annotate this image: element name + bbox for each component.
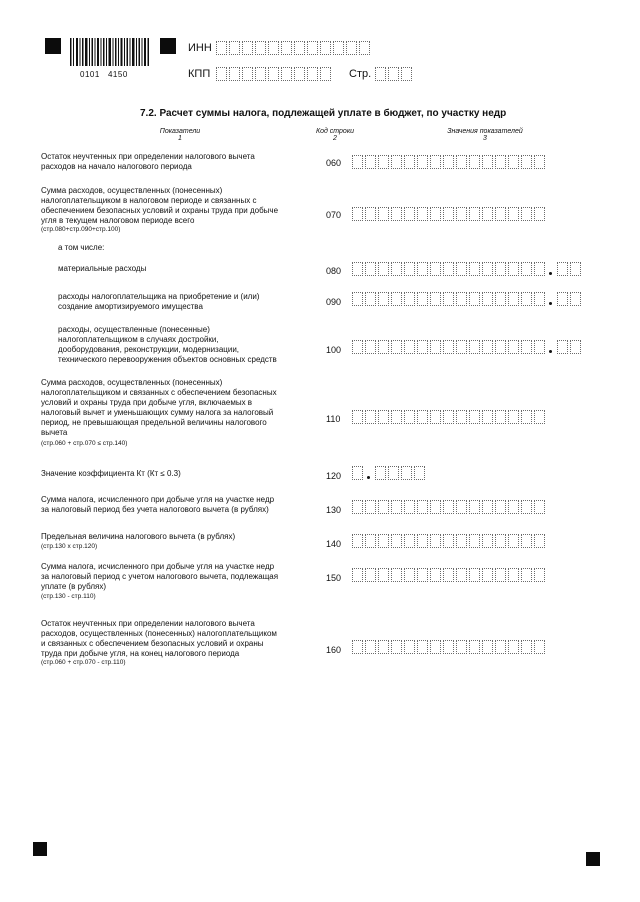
entry-cell[interactable] [430, 155, 441, 169]
entry-cell[interactable] [391, 340, 402, 354]
entry-cell[interactable] [401, 67, 412, 81]
entry-cell[interactable] [242, 67, 253, 81]
entry-cell[interactable] [404, 340, 415, 354]
decimal-point [547, 340, 555, 354]
registration-marker-top-mid [160, 38, 176, 54]
entry-cell[interactable] [401, 466, 412, 480]
entry-cell[interactable] [404, 410, 415, 424]
entry-cell[interactable] [443, 207, 454, 221]
row-080-code: 080 [326, 266, 342, 276]
row-140-formula: (стр.130 x стр.120) [41, 543, 98, 550]
entry-cell[interactable] [352, 640, 363, 654]
entry-cell[interactable] [307, 67, 318, 81]
entry-cell[interactable] [417, 340, 428, 354]
entry-cell[interactable] [570, 340, 581, 354]
entry-cell[interactable] [430, 207, 441, 221]
entry-cell[interactable] [391, 640, 402, 654]
entry-cell[interactable] [443, 292, 454, 306]
entry-cell[interactable] [359, 41, 370, 55]
entry-cell[interactable] [521, 155, 532, 169]
registration-marker-bottom-right [586, 852, 600, 866]
entry-cell[interactable] [365, 640, 376, 654]
column-header-values: Значения показателей 3 [447, 128, 523, 142]
entry-cell[interactable] [469, 410, 480, 424]
row-090-value-field[interactable] [352, 292, 583, 308]
entry-cell[interactable] [417, 207, 428, 221]
entry-cell[interactable] [495, 500, 506, 514]
entry-cell[interactable] [388, 67, 399, 81]
entry-cell[interactable] [482, 292, 493, 306]
entry-cell[interactable] [521, 340, 532, 354]
entry-cell[interactable] [242, 41, 253, 55]
entry-cell[interactable] [378, 262, 389, 276]
entry-cell[interactable] [456, 640, 467, 654]
entry-cell[interactable] [320, 67, 331, 81]
entry-cell[interactable] [255, 41, 266, 55]
row-080-value-field[interactable] [352, 262, 583, 278]
entry-cell[interactable] [443, 410, 454, 424]
entry-cell[interactable] [430, 410, 441, 424]
entry-cell[interactable] [521, 207, 532, 221]
entry-cell[interactable] [521, 640, 532, 654]
entry-cell[interactable] [482, 640, 493, 654]
entry-cell[interactable] [352, 292, 363, 306]
entry-cell[interactable] [443, 155, 454, 169]
registration-marker-top-left [45, 38, 61, 54]
entry-cell[interactable] [469, 640, 480, 654]
inn-label: ИНН [188, 42, 212, 54]
entry-cell[interactable] [482, 568, 493, 582]
entry-cell[interactable] [404, 534, 415, 548]
row-090-label: расходы налогоплательщика на приобретение и (или) создание амортизируемого имущества [58, 292, 260, 311]
entry-cell[interactable] [443, 640, 454, 654]
entry-cell[interactable] [495, 640, 506, 654]
entry-cell[interactable] [391, 568, 402, 582]
entry-cell[interactable] [365, 340, 376, 354]
row-060-value-field[interactable] [352, 155, 547, 171]
row-100-code: 100 [326, 345, 342, 355]
entry-cell[interactable] [521, 262, 532, 276]
entry-cell[interactable] [417, 262, 428, 276]
row-100-label: расходы, осуществленные (понесенные) налогоплательщиком в случаях достройки, дооборудования, реконструкции, модернизации, технического перевооружения объектов основных средств [58, 325, 277, 364]
entry-cell[interactable] [521, 410, 532, 424]
entry-cell[interactable] [430, 292, 441, 306]
entry-cell[interactable] [375, 466, 386, 480]
row-150-formula: (стр.130 - стр.110) [41, 593, 96, 600]
entry-cell[interactable] [346, 41, 357, 55]
entry-cell[interactable] [508, 500, 519, 514]
entry-cell[interactable] [570, 292, 581, 306]
entry-cell[interactable] [352, 262, 363, 276]
entry-cell[interactable] [495, 340, 506, 354]
entry-cell[interactable] [365, 155, 376, 169]
entry-cell[interactable] [430, 262, 441, 276]
entry-cell[interactable] [495, 292, 506, 306]
entry-cell[interactable] [378, 410, 389, 424]
entry-cell[interactable] [482, 500, 493, 514]
row-110-label: Сумма расходов, осуществленных (понесенных) налогоплательщиком и связанных с обеспечением безопасных условий и охраны труда при добыче угля, включаемых в налоговый вычет и уменьшающих сумму налога за налоговый период, не превышающая предельной величины налогового вычета [41, 378, 277, 437]
row-070-value-field[interactable] [352, 207, 547, 223]
entry-cell[interactable] [281, 41, 292, 55]
row-060-code: 060 [326, 158, 342, 168]
column-header-indicators: Показатели 1 [159, 128, 201, 142]
row-110-formula: (стр.060 + стр.070 ≤ стр.140) [41, 440, 128, 447]
entry-cell[interactable] [495, 568, 506, 582]
entry-cell[interactable] [375, 67, 386, 81]
entry-cell[interactable] [404, 155, 415, 169]
entry-cell[interactable] [404, 640, 415, 654]
entry-cell[interactable] [456, 534, 467, 548]
entry-cell[interactable] [521, 568, 532, 582]
row-120-value-field[interactable] [352, 466, 427, 482]
entry-cell[interactable] [508, 340, 519, 354]
entry-cell[interactable] [378, 207, 389, 221]
entry-cell[interactable] [534, 207, 545, 221]
entry-cell[interactable] [320, 41, 331, 55]
row-150-value-field[interactable] [352, 568, 547, 584]
entry-cell[interactable] [508, 262, 519, 276]
inn-field[interactable] [216, 41, 372, 57]
entry-cell[interactable] [268, 41, 279, 55]
entry-cell[interactable] [365, 500, 376, 514]
row-160-label: Остаток неучтенных при определении налогового вычета расходов, осуществленных (понесенных) налогоплательщиком и связанных с обеспечением безопасных условий и охраны труда при добыче угля, на конец налогового периода [41, 619, 277, 658]
entry-cell[interactable] [388, 466, 399, 480]
entry-cell[interactable] [482, 155, 493, 169]
entry-cell[interactable] [417, 292, 428, 306]
entry-cell[interactable] [469, 155, 480, 169]
entry-cell[interactable] [456, 262, 467, 276]
row-130-value-field[interactable] [352, 500, 547, 516]
entry-cell[interactable] [216, 67, 227, 81]
entry-cell[interactable] [469, 207, 480, 221]
entry-cell[interactable] [365, 410, 376, 424]
entry-cell[interactable] [508, 640, 519, 654]
registration-marker-bottom-left [33, 842, 47, 856]
entry-cell[interactable] [391, 207, 402, 221]
entry-cell[interactable] [521, 292, 532, 306]
entry-cell[interactable] [378, 534, 389, 548]
entry-cell[interactable] [430, 340, 441, 354]
entry-cell[interactable] [570, 262, 581, 276]
page-field[interactable] [375, 67, 414, 83]
entry-cell[interactable] [365, 568, 376, 582]
entry-cell[interactable] [508, 410, 519, 424]
entry-cell[interactable] [482, 340, 493, 354]
entry-cell[interactable] [378, 340, 389, 354]
entry-cell[interactable] [391, 534, 402, 548]
row-160-value-field[interactable] [352, 640, 547, 656]
entry-cell[interactable] [404, 500, 415, 514]
entry-cell[interactable] [469, 568, 480, 582]
row-140-code: 140 [326, 539, 342, 549]
entry-cell[interactable] [482, 262, 493, 276]
entry-cell[interactable] [307, 41, 318, 55]
row-140-value-field[interactable] [352, 534, 547, 550]
row-090-code: 090 [326, 297, 342, 307]
entry-cell[interactable] [352, 568, 363, 582]
entry-cell[interactable] [294, 41, 305, 55]
entry-cell[interactable] [456, 207, 467, 221]
entry-cell[interactable] [352, 340, 363, 354]
entry-cell[interactable] [391, 410, 402, 424]
entry-cell[interactable] [443, 534, 454, 548]
row-110-value-field[interactable] [352, 410, 547, 426]
decimal-point [365, 466, 373, 480]
entry-cell[interactable] [417, 640, 428, 654]
entry-cell[interactable] [391, 500, 402, 514]
entry-cell[interactable] [521, 534, 532, 548]
entry-cell[interactable] [365, 292, 376, 306]
entry-cell[interactable] [391, 292, 402, 306]
row-120-code: 120 [326, 471, 342, 481]
entry-cell[interactable] [417, 534, 428, 548]
entry-cell[interactable] [443, 568, 454, 582]
entry-cell[interactable] [456, 500, 467, 514]
entry-cell[interactable] [443, 262, 454, 276]
entry-cell[interactable] [469, 500, 480, 514]
entry-cell[interactable] [495, 155, 506, 169]
entry-cell[interactable] [534, 410, 545, 424]
entry-cell[interactable] [365, 207, 376, 221]
entry-cell[interactable] [557, 292, 568, 306]
entry-cell[interactable] [391, 262, 402, 276]
entry-cell[interactable] [456, 568, 467, 582]
entry-cell[interactable] [534, 534, 545, 548]
entry-cell[interactable] [430, 640, 441, 654]
entry-cell[interactable] [378, 500, 389, 514]
entry-cell[interactable] [229, 67, 240, 81]
entry-cell[interactable] [534, 640, 545, 654]
entry-cell[interactable] [469, 262, 480, 276]
entry-cell[interactable] [352, 534, 363, 548]
entry-cell[interactable] [495, 262, 506, 276]
entry-cell[interactable] [378, 640, 389, 654]
entry-cell[interactable] [534, 292, 545, 306]
entry-cell[interactable] [557, 262, 568, 276]
row-150-code: 150 [326, 573, 342, 583]
entry-cell[interactable] [534, 155, 545, 169]
entry-cell[interactable] [255, 67, 266, 81]
barcode-icon [70, 38, 150, 66]
entry-cell[interactable] [495, 534, 506, 548]
entry-cell[interactable] [352, 466, 363, 480]
entry-cell[interactable] [534, 568, 545, 582]
barcode-number: 0101 4150 [80, 70, 128, 79]
row-100-value-field[interactable] [352, 340, 583, 356]
entry-cell[interactable] [495, 410, 506, 424]
entry-cell[interactable] [482, 207, 493, 221]
row-060-label: Остаток неучтенных при определении налогового вычета расходов на начало налогового периода [41, 152, 255, 171]
entry-cell[interactable] [443, 500, 454, 514]
entry-cell[interactable] [534, 340, 545, 354]
row-070-label: Сумма расходов, осуществленных (понесенных) налогоплательщиком в налоговом периоде и связанных с обеспечением безопасных условий и охраны труда при добыче угля в текущем налоговом периоде всего [41, 186, 279, 225]
entry-cell[interactable] [456, 410, 467, 424]
entry-cell[interactable] [352, 500, 363, 514]
entry-cell[interactable] [430, 500, 441, 514]
entry-cell[interactable] [365, 262, 376, 276]
page-label: Стр. [349, 68, 372, 80]
entry-cell[interactable] [378, 155, 389, 169]
row-160-formula: (стр.060 + стр.070 - стр.110) [41, 659, 126, 666]
entry-cell[interactable] [534, 262, 545, 276]
entry-cell[interactable] [404, 568, 415, 582]
entry-cell[interactable] [333, 41, 344, 55]
row-120-label: Значение коэффициента Кт (Кт ≤ 0.3) [41, 469, 181, 478]
entry-cell[interactable] [378, 292, 389, 306]
entry-cell[interactable] [404, 292, 415, 306]
entry-cell[interactable] [352, 155, 363, 169]
entry-cell[interactable] [508, 568, 519, 582]
entry-cell[interactable] [508, 534, 519, 548]
row-110-code: 110 [326, 414, 341, 424]
entry-cell[interactable] [557, 340, 568, 354]
kpp-field[interactable] [216, 67, 333, 83]
entry-cell[interactable] [469, 340, 480, 354]
entry-cell[interactable] [404, 262, 415, 276]
entry-cell[interactable] [404, 207, 415, 221]
entry-cell[interactable] [508, 207, 519, 221]
page-title: 7.2. Расчет суммы налога, подлежащей уплате в бюджет, по участку недр [140, 108, 507, 119]
row-070-formula: (стр.080+стр.090+стр.100) [41, 226, 121, 233]
entry-cell[interactable] [495, 207, 506, 221]
entry-cell[interactable] [430, 534, 441, 548]
entry-cell[interactable] [352, 207, 363, 221]
entry-cell[interactable] [268, 67, 279, 81]
entry-cell[interactable] [443, 340, 454, 354]
decimal-point [547, 292, 555, 306]
row-including-label: а том числе: [58, 243, 105, 252]
row-150-label: Сумма налога, исчисленного при добыче угля на участке недр за налоговый период с учетом налогового вычета, подлежащая уплате (в рублях) [41, 562, 279, 591]
entry-cell[interactable] [482, 534, 493, 548]
entry-cell[interactable] [294, 67, 305, 81]
entry-cell[interactable] [365, 534, 376, 548]
row-070-code: 070 [326, 210, 342, 220]
column-header-line-code: Код строки 2 [315, 128, 355, 142]
entry-cell[interactable] [391, 155, 402, 169]
entry-cell[interactable] [229, 41, 240, 55]
entry-cell[interactable] [482, 410, 493, 424]
row-140-label: Предельная величина налогового вычета (в рублях) [41, 532, 236, 541]
entry-cell[interactable] [378, 568, 389, 582]
entry-cell[interactable] [430, 568, 441, 582]
row-080-label: материальные расходы [58, 264, 147, 273]
entry-cell[interactable] [417, 500, 428, 514]
row-160-code: 160 [326, 645, 342, 655]
entry-cell[interactable] [216, 41, 227, 55]
entry-cell[interactable] [281, 67, 292, 81]
entry-cell[interactable] [469, 292, 480, 306]
entry-cell[interactable] [456, 292, 467, 306]
entry-cell[interactable] [352, 410, 363, 424]
entry-cell[interactable] [456, 155, 467, 169]
entry-cell[interactable] [521, 500, 532, 514]
decimal-point [547, 262, 555, 276]
kpp-label: КПП [188, 68, 211, 80]
entry-cell[interactable] [534, 500, 545, 514]
entry-cell[interactable] [417, 568, 428, 582]
entry-cell[interactable] [456, 340, 467, 354]
row-130-label: Сумма налога, исчисленного при добыче угля на участке недр за налоговый период без учета налогового вычета (в рублях) [41, 495, 275, 514]
entry-cell[interactable] [508, 292, 519, 306]
entry-cell[interactable] [417, 155, 428, 169]
row-130-code: 130 [326, 505, 342, 515]
entry-cell[interactable] [508, 155, 519, 169]
entry-cell[interactable] [417, 410, 428, 424]
entry-cell[interactable] [414, 466, 425, 480]
entry-cell[interactable] [469, 534, 480, 548]
